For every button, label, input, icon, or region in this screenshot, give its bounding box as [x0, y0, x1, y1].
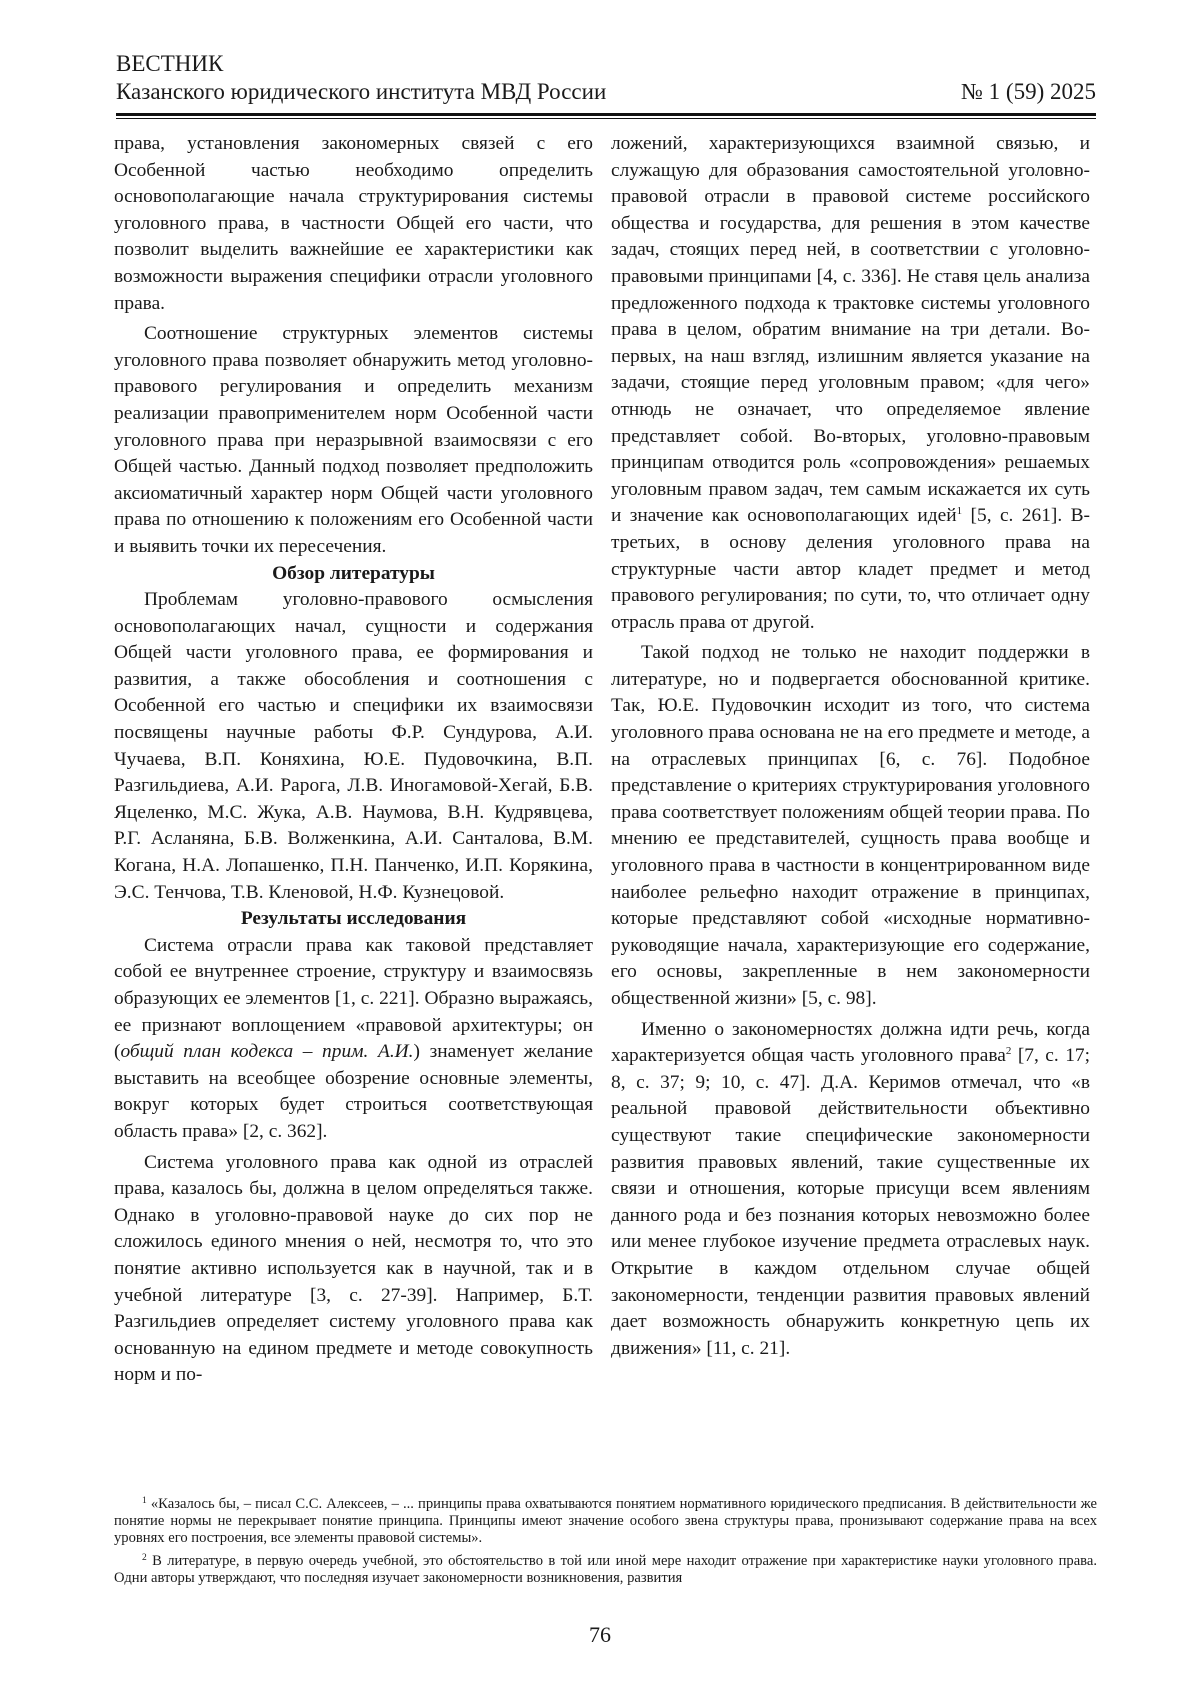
- footnote-2: [114, 1553, 1097, 1587]
- paragraph: Такой подход не только не находит поддержки в литературе, но и подвергается обоснованной критике. Так, Ю.Е. Пудовочкин исходит из того, что система уголовного права основана не на его предмете и методе, а на отраслевых принципах [6, с. 76]. Подобное представление о критериях структурирования уголовного права соответствует положениям общей теории права. По мнению ее представителей, сущность права вообще и уголовного права в частности в концентрированном виде наиболее рельефно находит отражение в принципах, которые представляют собой «исходные нормативно-руководящие начала, характеризующие его содержание, его основы, закрепленные в нем закономерности общественной жизни» [5, с. 98].: [611, 642, 1090, 1009]
- footnote-marker: 2: [142, 1552, 147, 1563]
- issue-number: № 1 (59) 2025: [960, 79, 1096, 104]
- editorial-note: общий план кодекса – прим. А.И.: [120, 1041, 414, 1063]
- paragraph-text: ) знаменует желание выставить на всеобщее обозрение основные элементы, вокруг которых будет строиться соответствующая область права» [2, с. 362].: [114, 1041, 593, 1142]
- footnote-text: «Казалось бы, – писал С.С. Алексеев, – ... принципы права охватываются понятием нормативного юридического предписания. В действительности же понятие нормы не перекрывает понятие принципа. Принципы имеют значение особого звена структуры права, пронизывают содержание права на всех уровнях его построения, все элементы правовой системы».: [114, 1496, 1097, 1547]
- footnotes: [114, 1496, 1097, 1592]
- paragraph-text: [5, с. 261]. В-третьих, в основу деления уголовного права на структурные части автор кладет предмет и метод правового регулирования; по сути, то, что отличает одну отрасль права от другой.: [611, 505, 1090, 633]
- paragraph-text: Система отрасли права как таковой представляет собой ее внутреннее строение, структуру и взаимосвязь образующих ее элементов [1, с. 221]. Образно выражаясь, ее признают воплощением «правовой архитектуры; он (: [114, 934, 593, 1063]
- footnote-ref-1[interactable]: 1: [956, 505, 963, 518]
- footnote-ref-2[interactable]: 2: [1005, 1045, 1012, 1058]
- header-row: [116, 78, 1096, 106]
- paragraph-text: Именно о закономерностях должна идти речь, когда характеризуется общая часть уголовного права: [611, 1018, 1090, 1067]
- paragraph: Система уголовного права как одной из отраслей права, казалось бы, должна в целом определяться также. Однако в уголовно-правовой науке до сих пор не сложилось единого мнения о ней, несмотря то, что это понятие активно используется как в научной, так и в учебной литературе [3, с. 27-39]. Например, Б.Т. Разгильдиев определяет систему уголовного права как основанную на едином предмете и методе совокупность норм и по-: [114, 1151, 593, 1386]
- paragraph: Проблемам уголовно-правового осмысления основополагающих начал, сущности и содержания Общей части уголовного права, ее формирования и развития, а также обособления и соотношения с Особенной его частью и специфики их взаимосвязи посвящены научные работы Ф.Р. Сундурова, А.И. Чучаева, В.П. Коняхина, Ю.Е. Пудовочкина, В.П. Разгильдиева, А.И. Рарога, Л.В. Иногамовой-Хегай, Б.В. Яцеленко, М.С. Жука, А.В. Наумова, В.Н. Кудрявцева, Р.Г. Асланяна, Б.В. Волженкина, А.И. Санталова, В.М. Когана, Н.А. Лопашенко, П.Н. Панченко, И.П. Корякина, Э.С. Тенчова, Т.В. Кленовой, Н.Ф. Кузнецовой.: [114, 589, 593, 903]
- left-column: [114, 131, 593, 1389]
- section-heading-results: Результаты исследования: [240, 908, 467, 930]
- paragraph-text: [7, с. 17; 8, с. 37; 9; 10, с. 47]. Д.А. Керимов отмечал, что «в реальной правовой действительности объективно существуют такие специфические закономерности развития правовых явлений, такие существенные их связи и отношения, которые присущи всем явлениям данного рода и без познания которых невозможно более или менее глубокое изучение предмета отраслевых наук. Открытие в каждом отдельном случае общей закономерности, тенденции развития правовых явлений дает возможность обнаружить конкретную цепь их движения» [11, с. 21].: [611, 1045, 1090, 1359]
- journal-title-line2: Казанского юридического института МВД России: [116, 79, 607, 104]
- footnote-1: [114, 1496, 1097, 1548]
- paragraph: Соотношение структурных элементов системы уголовного права позволяет обнаружить метод уголовно-правового регулирования и определить механизм реализации правоприменителем норм Особенной части уголовного права при неразрывной взаимосвязи с его Общей частью. Данный подход позволяет предположить аксиоматичный характер норм Общей части уголовного права по отношению к положениям его Особенной части и выявить точки их пересечения.: [114, 323, 593, 557]
- running-header: [116, 50, 1096, 106]
- page-number: 76: [589, 1622, 611, 1647]
- paragraph: права, установления закономерных связей с его Особенной частью необходимо определить основополагающие начала структурирования системы уголовного права, в частности Общей его части, что позволит выделить важнейшие ее характеристики как возможности выражения специфики отрасли уголовного права.: [114, 133, 593, 314]
- header-rule-thin: [116, 118, 1096, 119]
- paragraph: [611, 131, 1090, 636]
- paragraph: [611, 1017, 1090, 1363]
- section-heading-literature-review: Обзор литературы: [272, 562, 435, 584]
- header-rule-thick: [116, 113, 1096, 116]
- paragraph-text: ложений, характеризующихся взаимной связью, и служащую для образования самостоятельной уголовно-правовой отрасли в правовой системе российского общества и государства, для решения в этом качестве задач, стоящих перед ней, в соответствии с уголовно-правовыми принципами [4, с. 336]. Не ставя цель анализа предложенного подхода к трактовке системы уголовного права в целом, обратим внимание на три детали. Во-первых, на наш взгляд, излишним является указание на задачи, стоящие перед уголовным правом; «для чего» отнюдь не означает, что определяемое явление представляет собой. Во-вторых, уголовно-правовым принципам отводится роль «сопровождения» решаемых уголовным правом задач, тем самым искажается их суть и значение как основополагающих идей: [611, 133, 1090, 527]
- paragraph: [114, 933, 593, 1146]
- right-column: [611, 131, 1090, 1362]
- footnote-marker: 1: [142, 1496, 147, 1506]
- journal-title-line1: ВЕСТНИК: [116, 51, 224, 76]
- footnote-text: В литературе, в первую очередь учебной, это обстоятельство в той или иной мере находит отражение при характеристике науки уголовного права. Одни авторы утверждают, что последняя изучает закономерности возникновения, развития: [114, 1552, 1097, 1586]
